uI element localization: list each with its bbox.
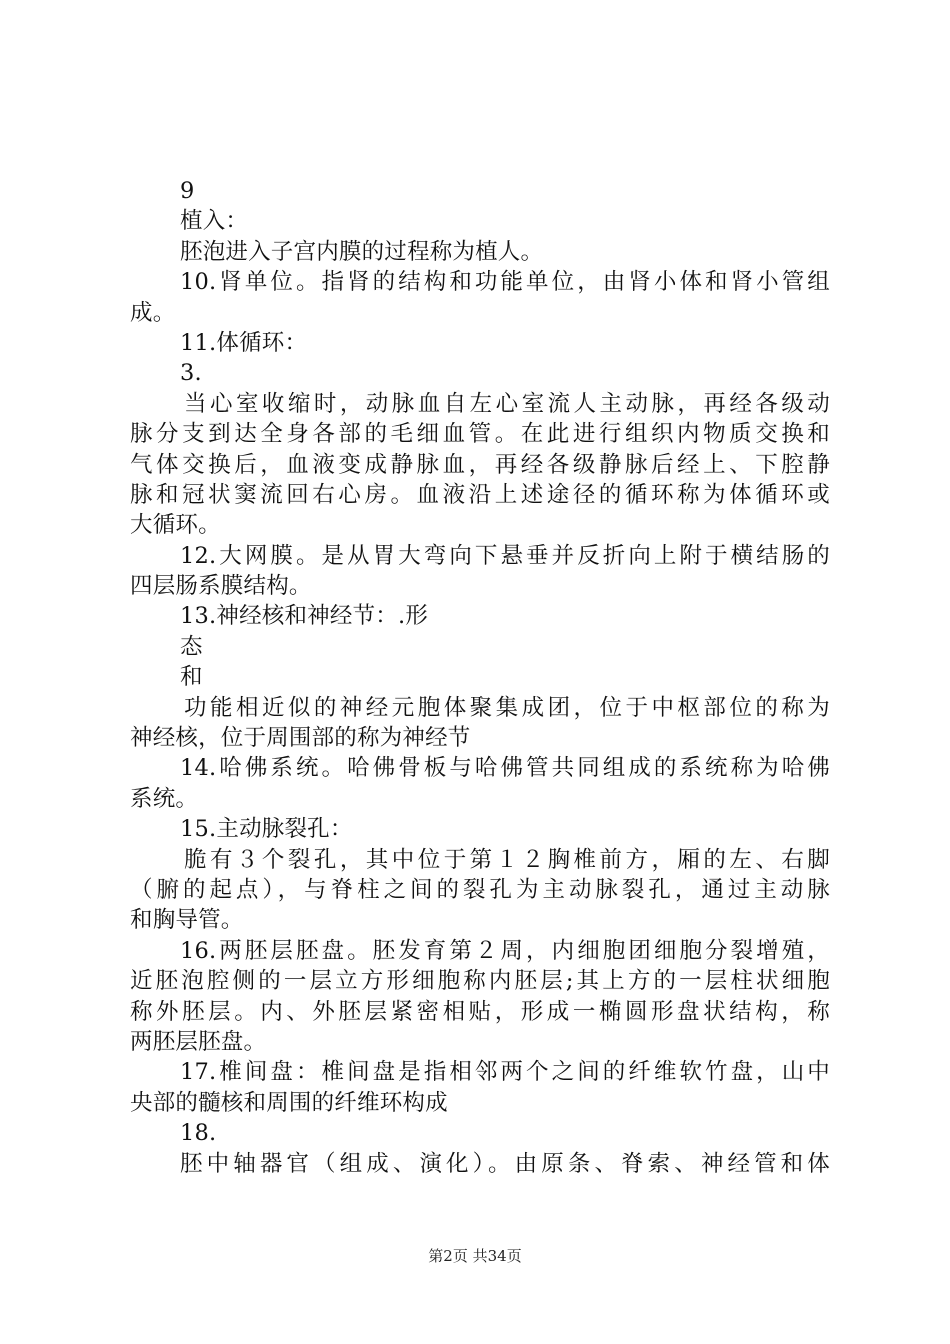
text-line: 14.哈佛系统。哈佛骨板与哈佛管共同组成的系统称为哈佛: [180, 755, 830, 782]
text-line: 称外胚层。内、外胚层紧密相贴，形成一椭圆形盘状结构，称: [130, 998, 830, 1025]
text-line: 13.神经核和神经节：.形: [180, 603, 429, 630]
text-line: 12.大网膜。是从胃大弯向下悬垂并反折向上附于横结肠的: [180, 542, 830, 569]
text-line: 四层肠系膜结构。: [130, 573, 312, 600]
text-line: 胚中轴器官（组成、演化）。由原条、脊索、神经管和体: [180, 1150, 830, 1177]
text-line: 脉分支到达全身各部的毛细血管。在此进行组织内物质交换和: [130, 421, 830, 448]
document-body: [130, 176, 830, 1179]
text-line: 央部的髓核和周围的纤维环构成: [130, 1089, 448, 1116]
text-line: 胚泡进入子宫内膜的过程称为植人。: [180, 238, 544, 265]
text-line: 功能相近似的神经元胞体聚集成团，位于中枢部位的称为: [184, 694, 830, 721]
text-line: 11.体循环：: [180, 329, 308, 356]
text-line: 和: [180, 664, 203, 691]
text-line: 成。: [130, 299, 176, 326]
text-line: 近胚泡腔侧的一层立方形细胞称内胚层;其上方的一层柱状细胞: [130, 968, 830, 995]
text-line: 17.椎间盘：椎间盘是指相邻两个之间的纤维软竹盘，山中: [180, 1059, 830, 1086]
text-line: 两胚层胚盘。: [130, 1028, 267, 1055]
text-line: 神经核，位于周围部的称为神经节: [130, 725, 471, 752]
text-line: 气体交换后，血液变成静脉血，再经各级静脉后经上、下腔静: [130, 451, 830, 478]
text-line: 脆有３个裂孔，其中位于第１２胸椎前方，厢的左、右脚: [184, 846, 830, 873]
text-line: 15.主动脉裂孔：: [180, 816, 353, 843]
text-line: 态: [180, 633, 203, 660]
text-line: 和胸导管。: [130, 907, 244, 934]
text-line: 大循环。: [130, 512, 221, 539]
page-footer: 第2页 共34页: [428, 1247, 522, 1265]
text-line: （腑的起点），与脊柱之间的裂孔为主动脉裂孔，通过主动脉: [130, 876, 830, 903]
text-line: 脉和冠状窦流回右心房。血液沿上述途径的循环称为体循环或: [130, 481, 830, 508]
text-line: 18.: [180, 1120, 217, 1147]
text-line: 16.两胚层胚盘。胚发育第２周，内细胞团细胞分裂增殖，: [180, 937, 830, 964]
text-line: 植入：: [180, 208, 249, 235]
text-line: 9: [180, 178, 195, 204]
text-line: 10.肾单位。指肾的结构和功能单位，由肾小体和肾小管组: [180, 269, 830, 296]
text-line: 系统。: [130, 785, 199, 812]
text-line: 当心室收缩时，动脉血自左心室流人主动脉，再经各级动: [184, 390, 830, 417]
text-line: 3.: [180, 360, 202, 387]
